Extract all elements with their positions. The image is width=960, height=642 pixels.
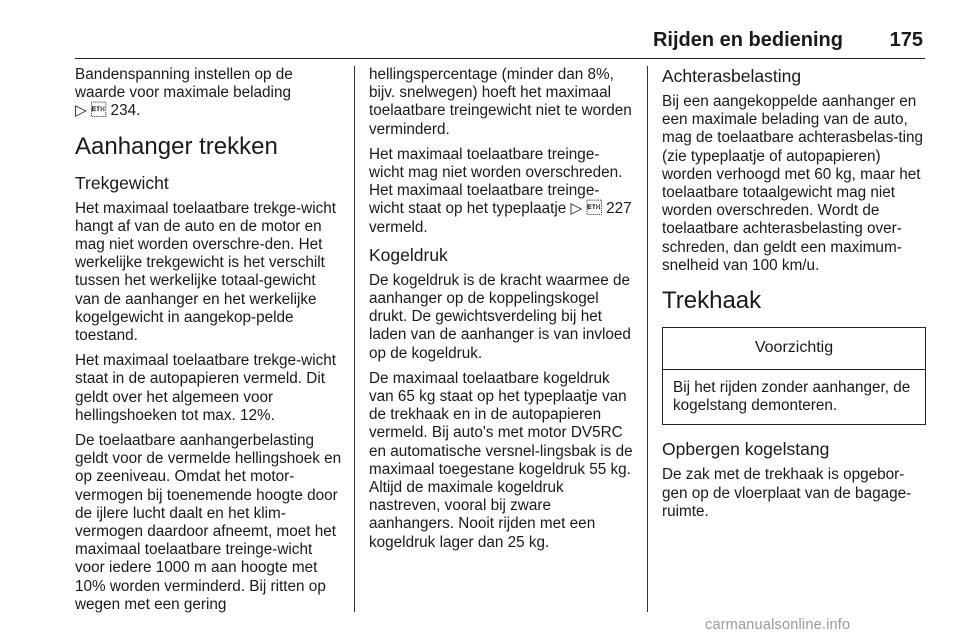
paragraph: Bij een aangekoppelde aanhanger en een maximale belading van de auto, mag de toelaatbare achterasbelas-ting (zie typeplaatje of autopapieren) worden verhoogd met 60 kg, maar het toelaatbare totaalgewicht mag niet worden overschreden. Wordt de toelaatbare achterasbelasting over-schreden, dan geldt een maximum-snelheid van 100 km/u. xyxy=(662,93,924,274)
watermark: carmanualsonline.info xyxy=(705,617,851,633)
page-reference-text:  234. xyxy=(91,102,141,120)
intro-paragraph xyxy=(75,66,343,121)
paragraph: hellingspercentage (minder dan 8%, bijv. snelwegen) hoeft het maximaal toelaatbare treingewicht niet te worden verminderd. xyxy=(369,66,632,138)
subheading-opbergen: Opbergen kogelstang xyxy=(662,439,830,460)
caution-box xyxy=(662,327,926,425)
paragraph: De zak met de trekhaak is opgebor-gen op de vloerplaat van de bagage-ruimte. xyxy=(662,466,912,520)
paragraph: De kogeldruk is de kracht waarmee de aanhanger op de koppelingskogel drukt. De gewichtsverdeling bij het laden van de aanhanger is van invloed op de kogeldruk. xyxy=(369,271,631,362)
subheading-achterasbelasting: Achterasbelasting xyxy=(662,66,802,86)
section-title: Rijden en bediening xyxy=(652,29,843,51)
page-reference-link[interactable]: ▷  227 vermeld. xyxy=(369,200,632,236)
column-3 xyxy=(662,66,926,528)
section-heading-trekhaak: Trekhaak xyxy=(662,287,762,315)
paragraph: De toelaatbare aanhangerbelasting geldt voor de vermelde hellingshoek en op zeeniveau. Omdat het motor-vermogen bij toenemende hoogte door de ijlere lucht daalt en het klim-vermogen daardoor afneemt, moet het maximaal toelaatbare treinge-wicht voor iedere 1000 m aan hoogte met 10% worden verminderd. Bij ritten op wegen met een gering xyxy=(75,432,342,613)
page-number: 175 xyxy=(889,29,923,51)
paragraph: Het maximaal toelaatbare trekge-wicht staat in de autopapieren vermeld. Dit geldt over het algemeen voor hellingshoeken tot max. 12%. xyxy=(75,352,337,424)
subheading-kogeldruk: Kogeldruk xyxy=(369,244,448,265)
column-1 xyxy=(75,66,343,621)
section-heading-aanhanger: Aanhanger trekken xyxy=(75,132,278,160)
page-header xyxy=(75,28,925,59)
paragraph xyxy=(369,146,634,237)
intro-text: Bandenspanning instellen op de waarde voor maximale belading xyxy=(75,66,293,102)
caution-text: Bij het rijden zonder aanhanger, de kogelstang demonteren. xyxy=(673,379,911,415)
column-2 xyxy=(369,66,634,559)
paragraph-text: Het maximaal toelaatbare treinge-wicht mag niet worden overschreden. Het maximaal toelaatbare treinge-wicht staat op het typeplaatje xyxy=(369,145,623,218)
caution-body xyxy=(663,370,925,424)
subheading-trekgewicht: Trekgewicht xyxy=(75,172,169,193)
column-divider xyxy=(354,66,355,612)
page-reference-link[interactable]: ▷  234. xyxy=(75,102,141,120)
column-divider xyxy=(647,66,648,612)
paragraph: De maximaal toelaatbare kogeldruk van 65 kg staat op het typeplaatje van de trekhaak en in de autopapieren vermeld. Bij auto's met motor DV5RC en automatische versnel-lingsbak is de maximaal toegestane kogeldruk 55 kg. Altijd de maximale kogeldruk nastreven, vooral bij zware aanhangers. Nooit rijden met een kogeldruk lager dan 25 kg. xyxy=(369,369,633,551)
page-reference-text:  227 vermeld. xyxy=(369,200,632,236)
paragraph: Het maximaal toelaatbare trekge-wicht hangt af van de auto en de motor en mag niet worden overschre-den. Het werkelijke trekgewicht is het verschilt tussen het werkelijke totaal-gewicht van de aanhanger en het werkelijke kogelgewicht in aangekop-pelde toestand. xyxy=(75,199,337,345)
caution-title: Voorzichtig xyxy=(663,328,925,370)
